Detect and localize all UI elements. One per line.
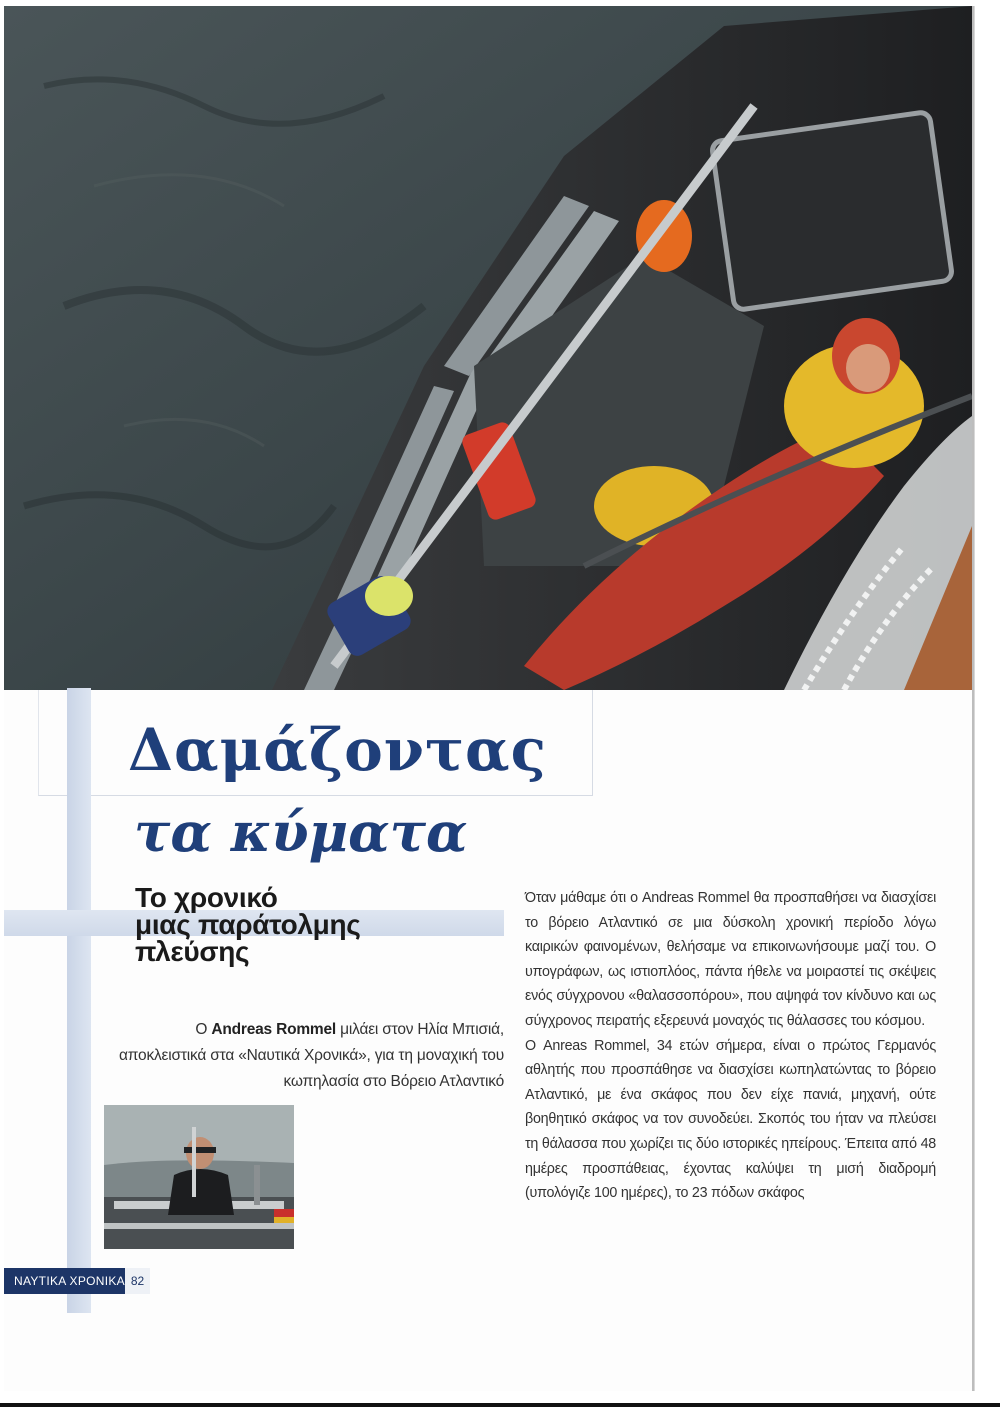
body-paragraph: Όταν μάθαμε ότι ο Andreas Rommel θα προσπαθήσει να διασχίσει το βόρειο Ατλαντικό σε μια δύσκολη χρονική περίοδο λόγω καιρικών φαινομένων, θελήσαμε να επικοινωνήσουμε μαζί του. Ο υπογράφων, ως ιστιοπλόος, πάντα ήθελε να μοιραστεί τις σκέψεις ενός σύγχρονου «θαλασσοπόρου», που αψηφά τον κίνδυνο και ως σύγχρονος πειρατής εξερευνά μοναχός τις θάλασσες του κόσμου. xyxy=(525,890,936,1029)
subtitle-line: Το χρονικό xyxy=(135,882,278,913)
page-number: 82 xyxy=(125,1268,150,1294)
article-title: Δαμάζοντας xyxy=(128,716,547,784)
subtitle-line: πλεύσης xyxy=(135,936,250,967)
lead-text-start: Ο xyxy=(195,1021,212,1038)
subtitle-line: μιας παράτολμης xyxy=(135,909,361,940)
article-subtitle xyxy=(135,884,455,965)
article-lead xyxy=(108,1017,504,1095)
bottom-rule xyxy=(0,1403,1000,1407)
article-title-sub: τα κύματα xyxy=(134,800,468,864)
hero-photo xyxy=(4,6,972,690)
rower-photo xyxy=(104,1105,294,1249)
body-paragraph: Ο Anreas Rommel, 34 ετών σήμερα, είναι ο πρώτος Γερμανός αθλητής που προσπάθησε να διασχίσει κωπηλατώντας το βόρειο Ατλαντικό, με ένα σκάφος που δεν είχε πανιά, μηχανή, ούτε βοηθητικό σκάφος να τον συνοδεύει. Σκοπός του ήταν να πλεύσει τη θάλασσα που χωρίζει τις δύο ιστορικές ηπείρους. Έπειτα από 48 ημέρες προσπάθειας, έχοντας καλύψει τη μισή διαδρομή (υπολόγιζε 100 ημέρες), το 23 πόδων σκάφος xyxy=(525,1037,936,1202)
article-body xyxy=(525,886,936,1206)
page-footer xyxy=(4,1268,150,1294)
magazine-name: ΝΑΥΤΙΚΑ ΧΡΟΝΙΚΑ xyxy=(14,1274,125,1288)
lead-text-rest: μιλάει στον Ηλία Μπισιά, αποκλειστικά στα «Ναυτικά Χρονικά», για τη μοναχική του κωπηλασία στο Βόρειο Ατλαντικό xyxy=(118,1021,504,1090)
accent-vertical-bar xyxy=(67,688,91,1313)
lead-name: Andreas Rommel xyxy=(211,1021,337,1038)
